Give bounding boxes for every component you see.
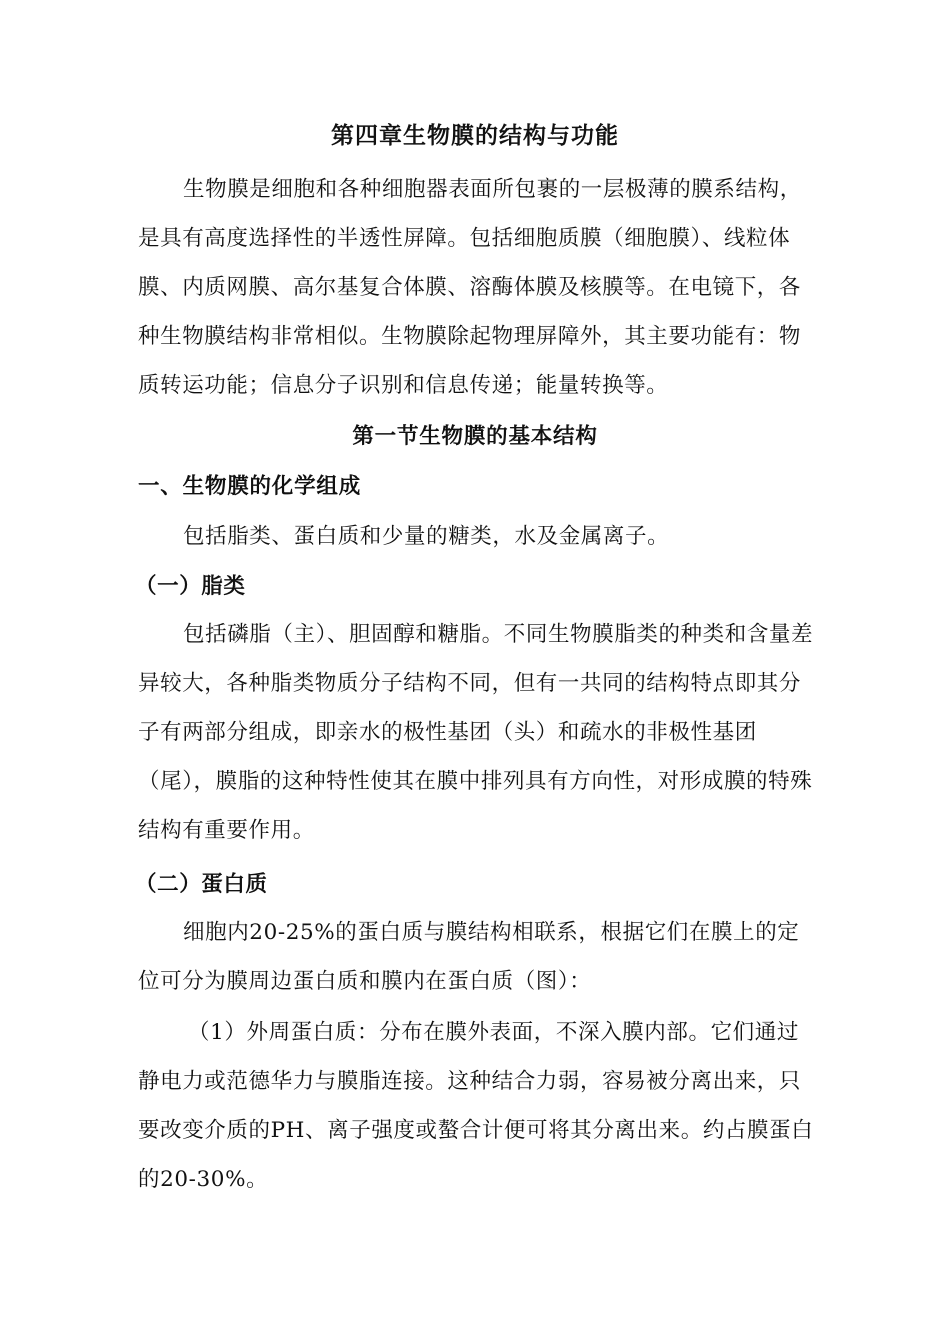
proteins-paragraph: 细胞内20-25%的蛋白质与膜结构相联系，根据它们在膜上的定位可分为膜周边蛋白质和膜内在蛋白质（图）：	[138, 920, 800, 994]
subheading-proteins: （二）蛋白质	[135, 872, 268, 897]
lipids-paragraph: 包括磷脂（主）、胆固醇和糖脂。不同生物膜脂类的种类和含量差异较大，各种脂类物质分子结构不同，但有一共同的结构特点即其分子有两部分组成，即亲水的极性基团（头）和疏水的非极性基团（尾），膜脂的这种特性使其在膜中排列具有方向性，对形成膜的特殊结构有重要作用。	[138, 622, 814, 843]
subheading-lipids: （一）脂类	[135, 574, 246, 599]
intro-paragraph: 生物膜是细胞和各种细胞器表面所包裹的一层极薄的膜系结构，是具有高度选择性的半透性屏障。包括细胞质膜（细胞膜）、线粒体膜、内质网膜、高尔基复合体膜、溶酶体膜及核膜等。在电镜下，各种生物膜结构非常相似。生物膜除起物理屏障外，其主要功能有：物质转运功能；信息分子识别和信息传递；能量转换等。	[138, 177, 802, 398]
composition-paragraph: 包括脂类、蛋白质和少量的糖类，水及金属离子。	[183, 524, 670, 549]
peripheral-proteins-paragraph: （1）外周蛋白质：分布在膜外表面，不深入膜内部。它们通过静电力或范德华力与膜脂连接。这种结合力弱，容易被分离出来，只要改变介质的PH、离子强度或螯合计便可将其分离出来。约占膜蛋白的20-30%。	[138, 1020, 814, 1192]
chapter-title: 第四章生物膜的结构与功能	[331, 122, 619, 149]
section-title: 第一节生物膜的基本结构	[352, 424, 598, 449]
heading-chemical-composition: 一、生物膜的化学组成	[138, 474, 362, 499]
